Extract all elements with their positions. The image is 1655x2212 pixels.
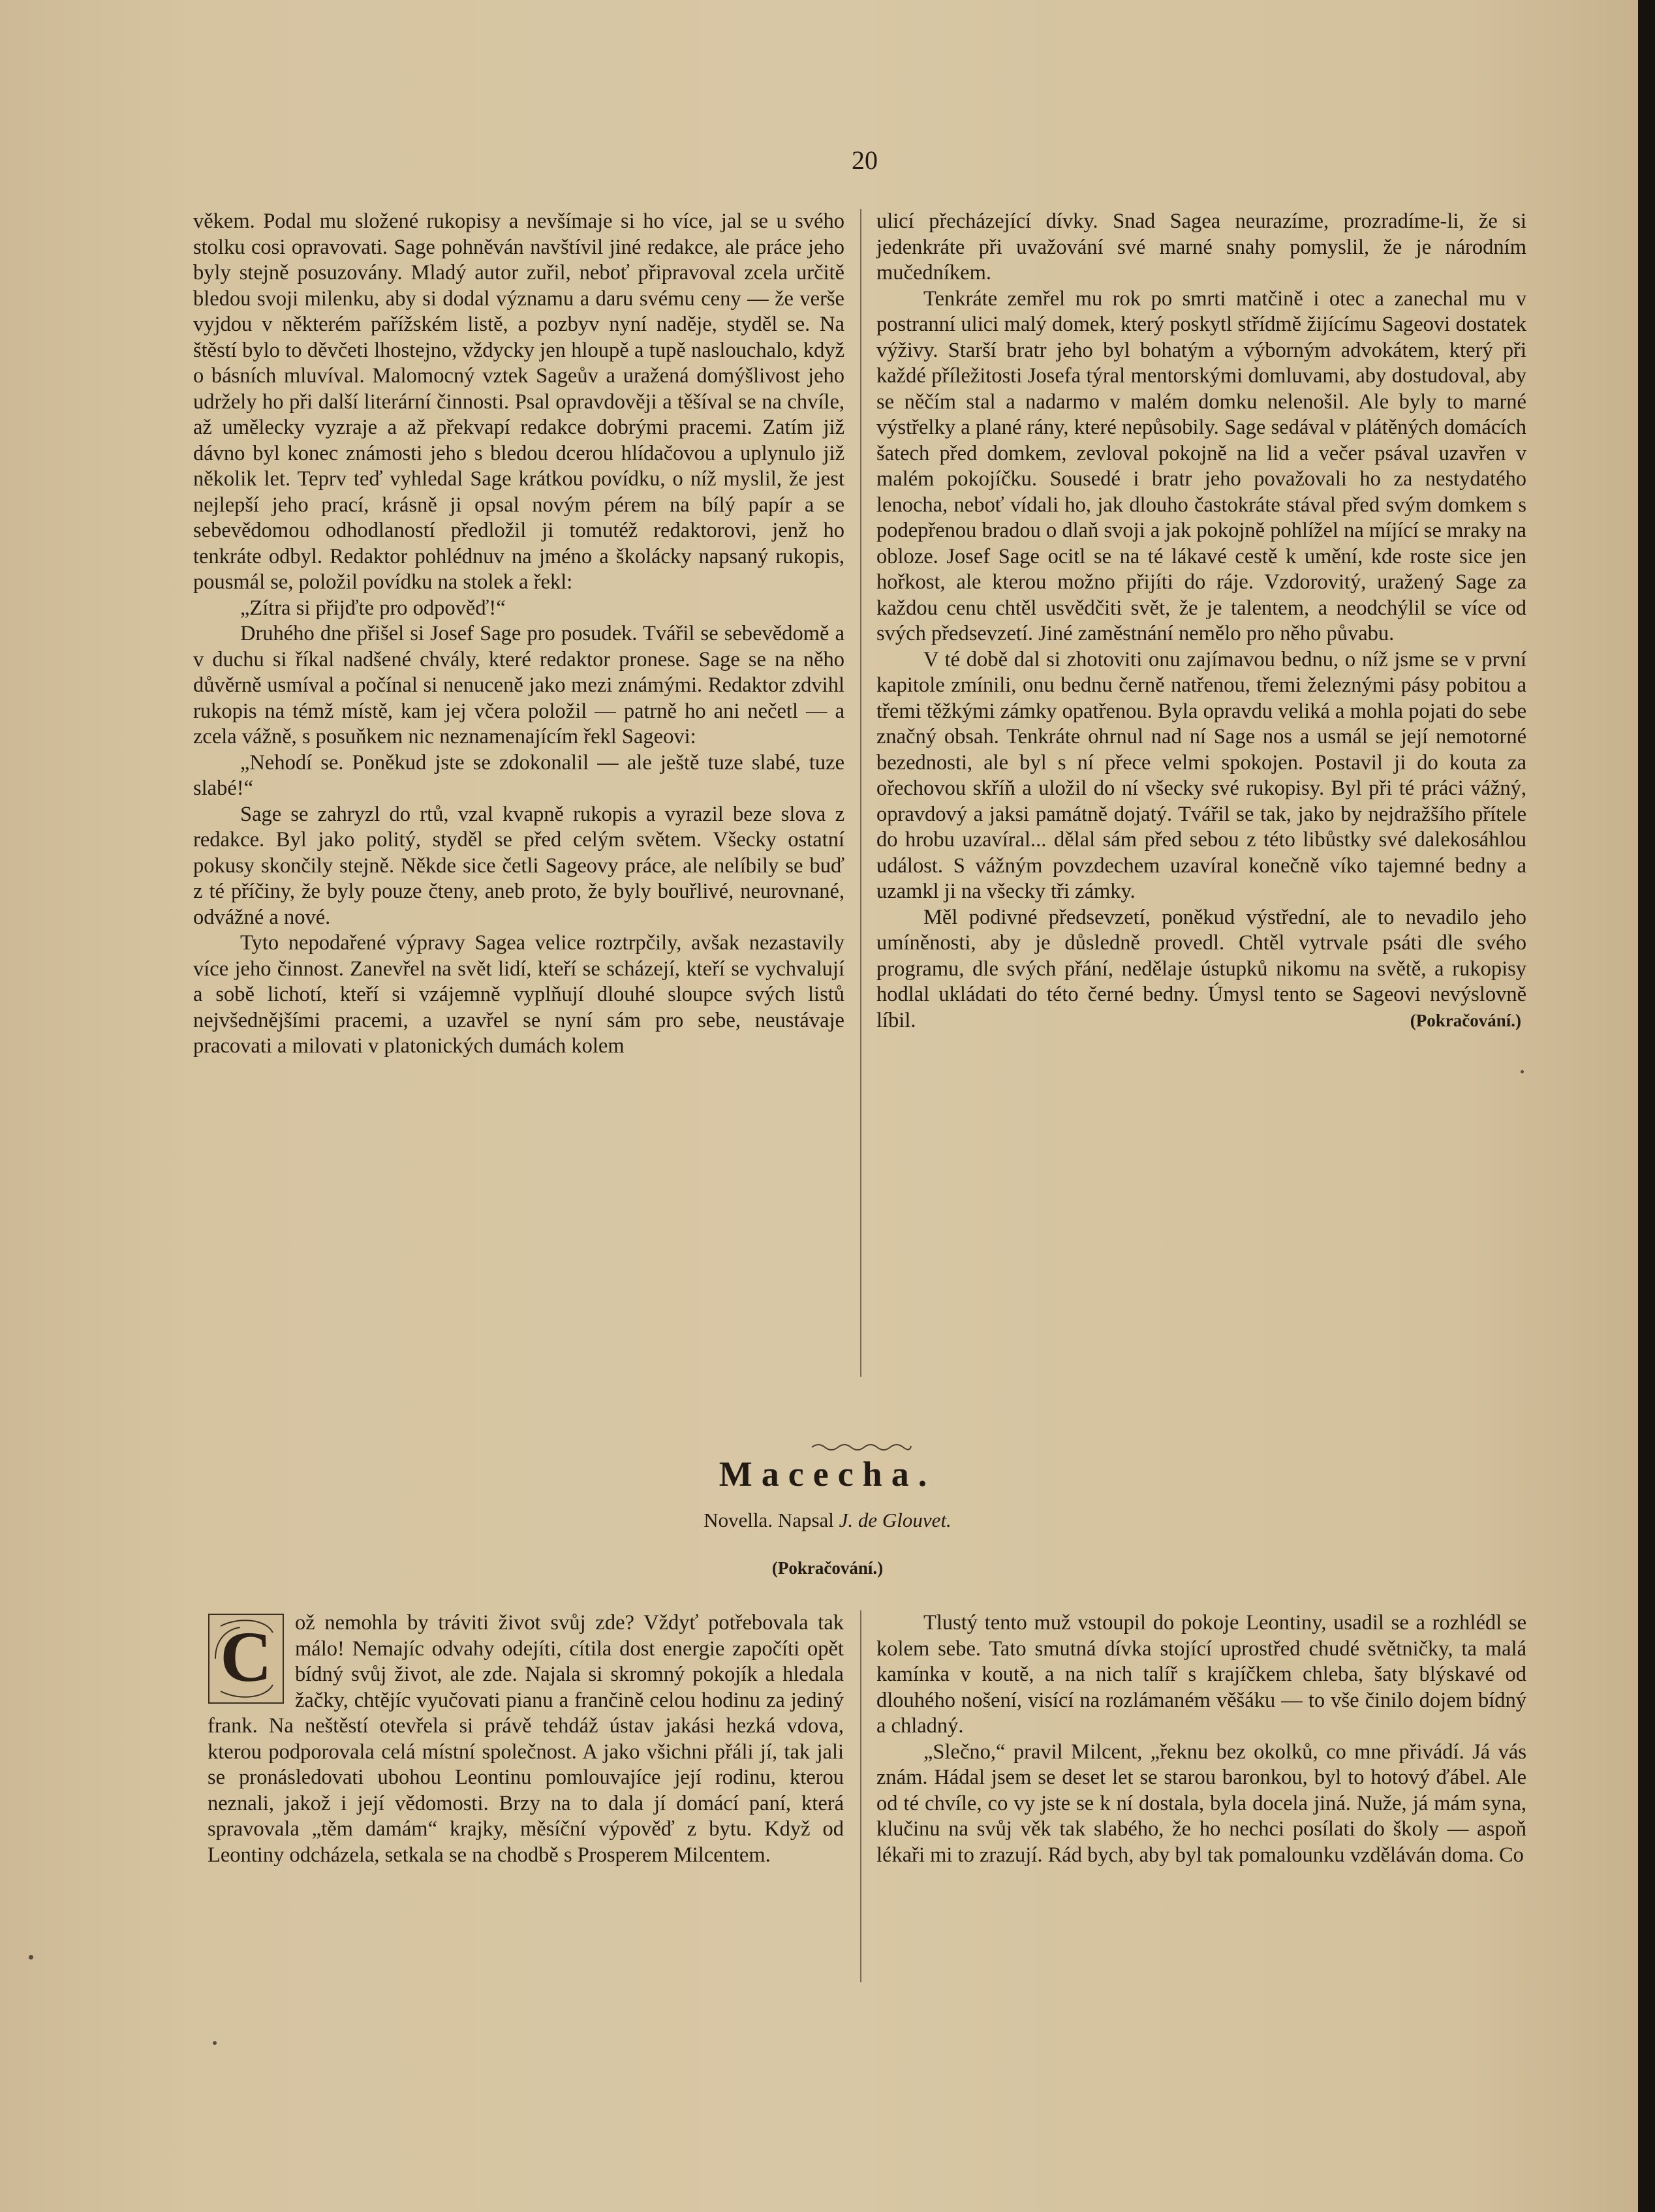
dust-speck bbox=[213, 2041, 217, 2045]
dust-speck bbox=[1521, 1070, 1524, 1073]
serial-right-column bbox=[876, 209, 1526, 1034]
scan-edge bbox=[1638, 0, 1655, 2212]
paragraph: Druhého dne přišel si Josef Sage pro posudek. Tvářil se sebevědomě a v duchu si říkal nadšené chvály, které redaktor pronese. Sage se na něho důvěrně usmíval a počínal si nenuceně jako mezi známými. Redaktor zdvihl rukopis na témž místě, kam jej včera položil — patrně ho ani nečetl — a zcela vážně, s posuňkem nic neznamenajícím řekl Sageovi: bbox=[193, 622, 844, 748]
ornamental-dropcap bbox=[208, 1613, 285, 1704]
story-author: J. de Glouvet. bbox=[839, 1509, 951, 1531]
paragraph: „Zítra si přijďte pro odpověď!“ bbox=[240, 596, 506, 620]
paragraph: Tyto nepodařené výpravy Sagea velice roztrpčily, avšak nezastavily více jeho činnost. Zanevřel na svět lidí, kteří se scházejí, kteří se vychvalují a sobě lichotí, kteří si vzájemně vyplňují dlouhé sloupce svých listů nejvšednějšími pracemi, a uzavřel se nyní sám pro sebe, neustávaje pracovati a milovati v platonických dumách kolem bbox=[193, 931, 844, 1058]
column-rule bbox=[860, 209, 861, 1377]
wave-ornament bbox=[809, 1439, 914, 1452]
subtitle-prefix: Novella. Napsal bbox=[704, 1509, 834, 1531]
story-title: Macecha. bbox=[719, 1454, 936, 1494]
paragraph: Sage se zahryzl do rtů, vzal kvapně rukopis a vyrazil beze slova z redakce. Byl jako politý, styděl se před celým světem. Všecky ostatní pokusy skončily stejně. Někde sice četli Sageovy práce, ale nelíbily se buď z té příčiny, že byly pouze čteny, aneb proto, že byly bouřlivé, neurovnané, odvážné a nové. bbox=[193, 802, 844, 929]
serial-left-column bbox=[193, 209, 844, 1060]
paragraph: ož nemohla by tráviti život svůj zde? Vždyť potřebovala tak málo! Nemajíc odvahy odejíti, cítila dost energie započíti opět bídný svůj život, ale zde. Najala si skromný pokojík a hledala žačky, chtějíc vyučovati pianu a frančině celou hodinu za jediný frank. Na neštěstí otevřela si právě tehdáž ústav jakási hezká vdova, kterou podporovala celá místní společnost. A jako všichni přáli jí, tak jali se pronásledovati ubohou Leontinu pomlouvajíce její rodinu, kterou neznali, jakož i její vědomosti. Brzy na to dala jí domácí paní, která spravovala „těm damám“ krajky, měsíční výpověď z bytu. Když od Leontiny odcházela, setkala se na chodbě s Prosperem Milcentem. bbox=[208, 1611, 844, 1867]
paragraph-text: Měl podivné předsevzetí, poněkud výstřední, ale to nevadilo jeho umíněnosti, aby je důsledně provedl. Chtěl vytrvale psáti dle svého programu, dle svých přání, nedělaje ústupků nikomu na světě, a rukopisy hodlal ukládati do této černé bedny. Úmysl tento se Sageovi nevýslovně líbil. bbox=[876, 905, 1526, 1032]
paragraph: V té době dal si zhotoviti onu zajímavou bednu, o níž jsme se v první kapitole zmínili, onu bednu černě natřenou, třemi železnými pásy pobitou a třemi těžkými zámky opatřenou. Byla opravdu veliká a mohla pojati do sebe značný obsah. Tenkráte ohrnul nad ní Sage nos a usmál se její nemotorné bezednosti, ale byl s ní přece velmi spokojen. Postavil ji do kouta za ořechovou skříň a uložil do ní všecky své rukopisy. Byl při té práci vážný, opravdový a jaksi památně dojatý. Tvářil se tak, jako by nejdražšího přítele do hrobu uzavíral... dělal sám před sebou z této libůstky své dalekosáhlou událost. S vážným povzdechem uzavíral konečně víko tajemné bedny a uzamkl ji na všecky tři zámky. bbox=[876, 647, 1526, 903]
paragraph: Tlustý tento muž vstoupil do pokoje Leontiny, usadil se a rozhlédl se kolem sebe. Tato smutná dívka stojící uprostřed chudé světničky, ta malá kamínka v koutě, a na nich talíř s krajíčkem chleba, šaty blýskavé od dlouhého nošení, visící na rozlámaném věšáku — to vše činilo dojem bídný a chladný. bbox=[876, 1611, 1526, 1738]
page-number: 20 bbox=[852, 146, 878, 175]
paragraph bbox=[876, 905, 1526, 1034]
paragraph: „Nehodí se. Poněkud jste se zdokonalil — ale ještě tuze slabé, tuze slabé!“ bbox=[193, 750, 844, 800]
story-right-column bbox=[876, 1610, 1526, 1868]
story-left-column bbox=[208, 1610, 844, 1868]
paragraph: Tenkráte zemřel mu rok po smrti matčině i otec a zanechal mu v postranní ulici malý domek, který poskytl střídmě žijícímu Sageovi dostatek výživy. Starší bratr jeho byl bohatým a výborným advokátem, který při každé příležitosti Josefa týral mentorskými domluvami, aby dostudoval, aby se něčím stal a nadarmo v malém domku nelenošil. Ale byly to marné výstřelky a plané rány, které nepůsobily. Sage sedával v plátěných domácích šatech před domkem, zevloval pokojně na lid a večer psával uzavřen v malém pokojíčku. Sousedé i bratr jeho považovali ho za nestydatého lenocha, neboť vídali ho, jak dlouho častokráte stával před svým domkem s podepřenou bradou o dlaň svoji a jak pokojně pohlížel na míjící se mraky na obloze. Josef Sage ocitl se na té lákavé cestě k umění, kde roste sice jen hořkost, ale kterou možno přijíti do ráje. Vzdorovitý, uražený Sage za každou cenu chtěl usvědčiti svět, že je talentem, a neodchýlil se více od svých předsevzetí. Jiné zaměstnání nemělo pro něho půvabu. bbox=[876, 286, 1526, 645]
story-subtitle bbox=[0, 1509, 1655, 1532]
paragraph: věkem. Podal mu složené rukopisy a nevšímaje si ho více, jal se u svého stolku cosi opravovati. Sage pohněván navštívil jiné redakce, ale práce jeho byly stejně posuzovány. Mladý autor zuřil, neboť připravoval zcela určitě bledou svoji milenku, aby si dodal významu a daru svému ceny — že verše vyjdou v některém pařížském listě, a pozbyv nyní naděje, styděl se. Na štěstí bylo to děvčeti lhostejno, vždycky jen hloupě a tupě naslouchalo, když o básních mluvíval. Malomocný vztek Sageův a uražená domýšlivost jeho udržely ho při další literární činnosti. Psal opravdověji a těšíval se na chvíle, až umělecky vyzraje a až překvapí redakce dobrými pracemi. Zatím již dávno byl konec známosti jeho s bledou dcerou hlídačovou a uplynulo již několik let. Teprv teď vyhledal Sage krátkou povídku, o níž myslil, že jest nejlepší jeho prací, krásně ji opsal novým pérem na bílý papír a se sebevědomou odhodlaností předložil ji tomutéž redaktorovi, jenž ho tenkráte odbyl. Redaktor pohlédnuv na jméno a školácky napsaný rukopis, pousmál se, položil povídku na stolek a řekl: bbox=[193, 209, 844, 594]
dropcap-letter: C bbox=[220, 1617, 272, 1697]
paragraph: „Slečno,“ pravil Milcent, „řeknu bez okolků, co mne přivádí. Já vás znám. Hádal jsem se deset let se starou baronkou, byl to hotový ďábel. Ale od té chvíle, co vy jste se k ní dostala, byla docela jiná. Nuže, já mám syna, klučinu na svůj věk tak slabého, že ho nechci posílati do školy — aspoň lékaři mi to zrazují. Rád bych, aby byl tak pomalounku vzděláván doma. Co bbox=[876, 1740, 1526, 1867]
story-continued-note: (Pokračování.) bbox=[771, 1558, 884, 1578]
dust-speck bbox=[29, 1955, 33, 1959]
column-rule bbox=[860, 1610, 861, 1982]
continuation-note: (Pokračování.) bbox=[1410, 1010, 1521, 1030]
paragraph: ulicí přecházející dívky. Snad Sagea neurazíme, prozradíme-li, že si jedenkráte při uvažování své marné snahy pomyslil, že je národním mučedníkem. bbox=[876, 209, 1526, 284]
